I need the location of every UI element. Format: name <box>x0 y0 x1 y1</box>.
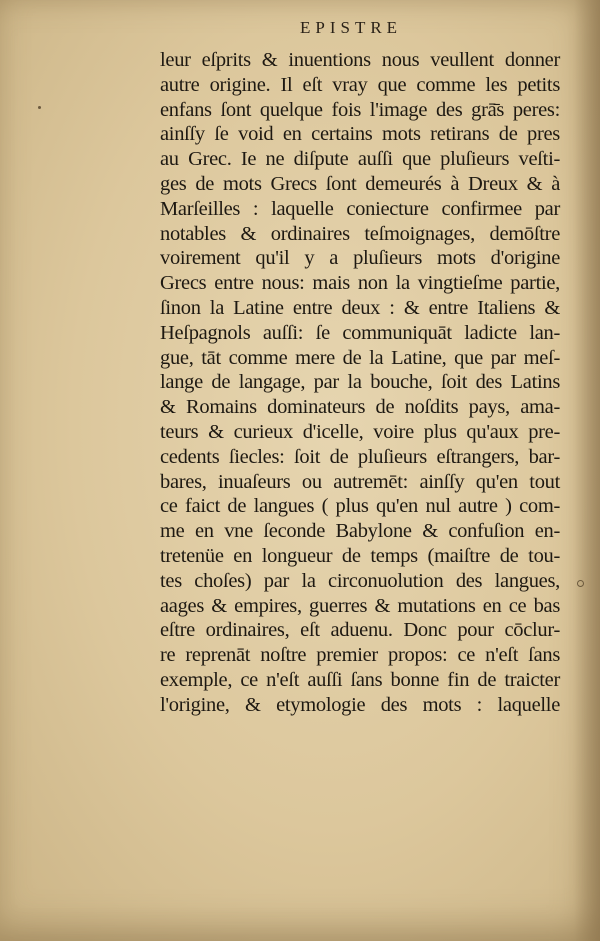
text-line: l'origine, & etymologie des mots : laquelle <box>160 693 560 716</box>
text-line: bares, inuaſeurs ou autremēt: ainſſy qu'en tout <box>160 470 560 493</box>
text-line: teurs & curieux d'icelle, voire plus qu'aux pre- <box>160 420 560 443</box>
text-line: ges de mots Grecs ſont demeurés à Dreux & à <box>160 172 560 195</box>
text-line: exemple, ce n'eſt auſſi ſans bonne fin de traicter <box>160 668 560 691</box>
text-line: voirement qu'il y a pluſieurs mots d'origine <box>160 247 560 270</box>
text-line: eſtre ordinaires, eſt aduenu. Donc pour cōclur- <box>160 619 560 642</box>
text-line: Heſpagnols auſſi: ſe communiquāt ladicte lan- <box>160 321 560 344</box>
text-line: aages & empires, guerres & mutations en ce bas <box>160 594 560 617</box>
text-line: tretenüe en longueur de temps (maiſtre de tou- <box>160 544 560 567</box>
text-line: ſinon la Latine entre deux : & entre Italiens & <box>160 296 560 319</box>
text-line: Marſeilles : laquelle coniecture confirmee par <box>160 197 560 220</box>
margin-speck <box>38 106 41 109</box>
text-line: gue, tāt comme mere de la Latine, que par meſ- <box>160 346 560 369</box>
page-edge-shadow <box>574 0 600 941</box>
text-line: me en vne ſeconde Babylone & confuſion en- <box>160 520 560 543</box>
text-line: ainſſy ſe void en certains mots retirans de pres <box>160 123 560 146</box>
text-line: Grecs entre nous: mais non la vingtieſme partie, <box>160 272 560 295</box>
text-line: & Romains dominateurs de noſdits pays, ama- <box>160 396 560 419</box>
text-line: re reprenāt noſtre premier propos: ce n'eſt ſans <box>160 644 560 667</box>
text-line: cedents ſiecles: ſoit de pluſieurs eſtrangers, bar- <box>160 445 560 468</box>
text-line: autre origine. Il eſt vray que comme les petits <box>160 73 560 96</box>
text-line: lange de langage, par la bouche, ſoit des Latins <box>160 371 560 394</box>
text-line: tes choſes) par la circonuolution des langues, <box>160 569 560 592</box>
body-text <box>160 48 560 718</box>
text-line: enfans ſont quelque fois l'image des grā̄s peres: <box>160 98 560 121</box>
text-line: leur eſprits & inuentions nous veullent donner <box>160 49 560 71</box>
text-line: notables & ordinaires teſmoignages, demōſtre <box>160 222 560 245</box>
text-line: au Grec. Ie ne diſpute auſſi que pluſieurs veſti- <box>160 148 560 171</box>
running-head: EPISTRE <box>300 18 403 37</box>
text-line: ce faict de langues ( plus qu'en nul autre ) com- <box>160 495 560 518</box>
